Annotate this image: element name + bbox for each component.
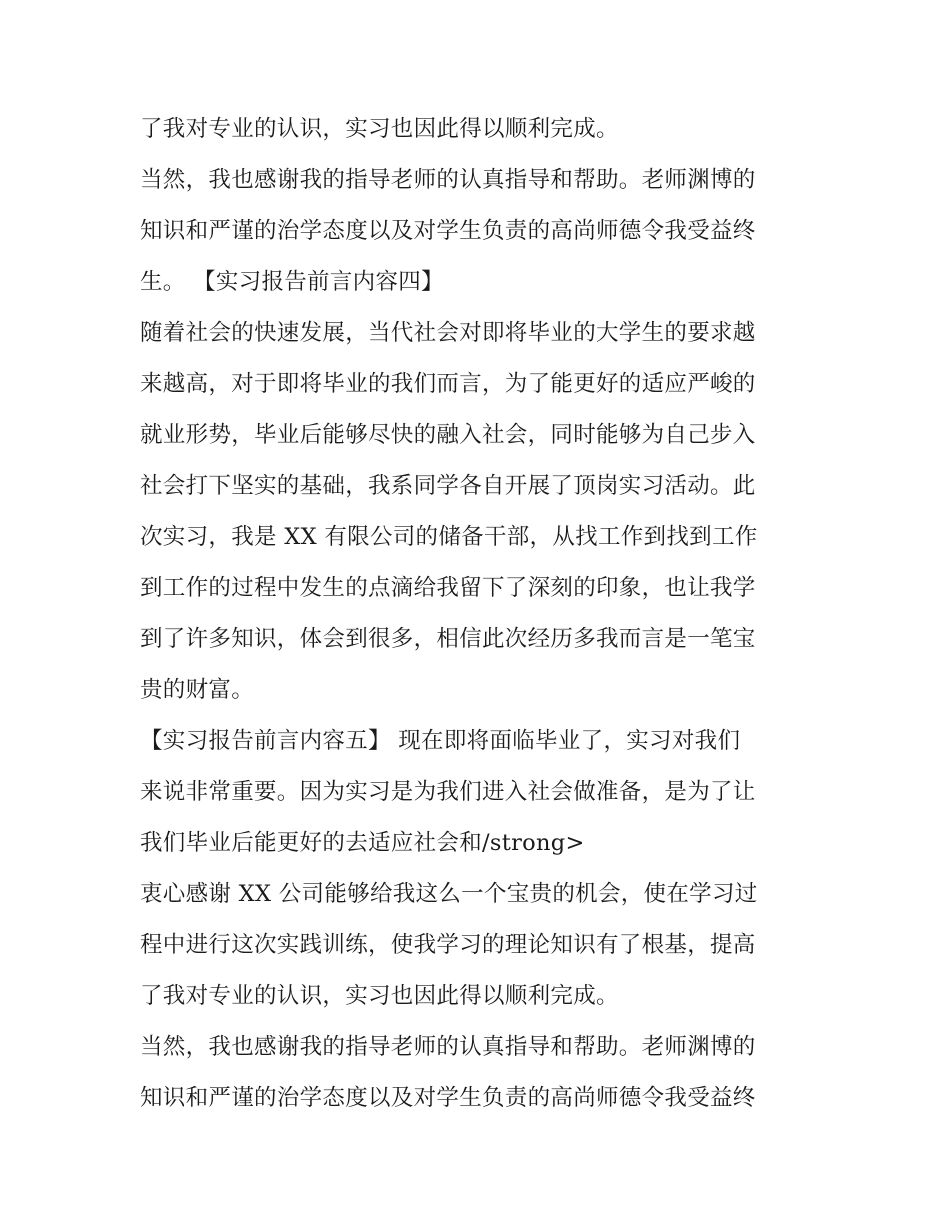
text-line: 了我对专业的认识，实习也因此得以顺利完成。 (140, 983, 619, 1009)
text-line: 随着社会的快速发展，当代社会对即将毕业的大学生的要求越 (140, 320, 756, 346)
text-line: 来越高，对于即将毕业的我们而言，为了能更好的适应严峻的 (140, 371, 756, 397)
text-line: 我们毕业后能更好的去适应社会和/strong> (140, 830, 585, 856)
text-line: 知识和严谨的治学态度以及对学生负责的高尚师德令我受益终 (140, 1085, 756, 1111)
text-line: 知识和严谨的治学态度以及对学生负责的高尚师德令我受益终 (140, 218, 756, 244)
text-line: 了我对专业的认识，实习也因此得以顺利完成。 (140, 116, 619, 142)
text-line: 衷心感谢 XX 公司能够给我这么一个宝贵的机会，使在学习过 (140, 881, 758, 907)
text-line: 贵的财富。 (140, 677, 255, 703)
text-line: 到工作的过程中发生的点滴给我留下了深刻的印象，也让我学 (140, 575, 756, 601)
text-line: 社会打下坚实的基础，我系同学各自开展了顶岗实习活动。此 (140, 473, 756, 499)
text-line: 当然，我也感谢我的指导老师的认真指导和帮助。老师渊博的 (140, 1034, 756, 1060)
text-line: 就业形势，毕业后能够尽快的融入社会，同时能够为自己步入 (140, 422, 756, 448)
text-line: 程中进行这次实践训练，使我学习的理论知识有了根基，提高 (140, 932, 756, 958)
text-line: 次实习，我是 XX 有限公司的储备干部，从找工作到找到工作 (140, 524, 758, 550)
text-line: 来说非常重要。因为实习是为我们进入社会做准备，是为了让 (140, 779, 756, 805)
text-line: 当然，我也感谢我的指导老师的认真指导和帮助。老师渊博的 (140, 167, 756, 193)
text-line: 【实习报告前言内容五】 现在即将面临毕业了，实习对我们 (140, 728, 741, 754)
text-line: 生。 【实习报告前言内容四】 (140, 269, 444, 295)
text-line: 到了许多知识，体会到很多，相信此次经历多我而言是一笔宝 (140, 626, 756, 652)
document-body-text (140, 104, 820, 1124)
